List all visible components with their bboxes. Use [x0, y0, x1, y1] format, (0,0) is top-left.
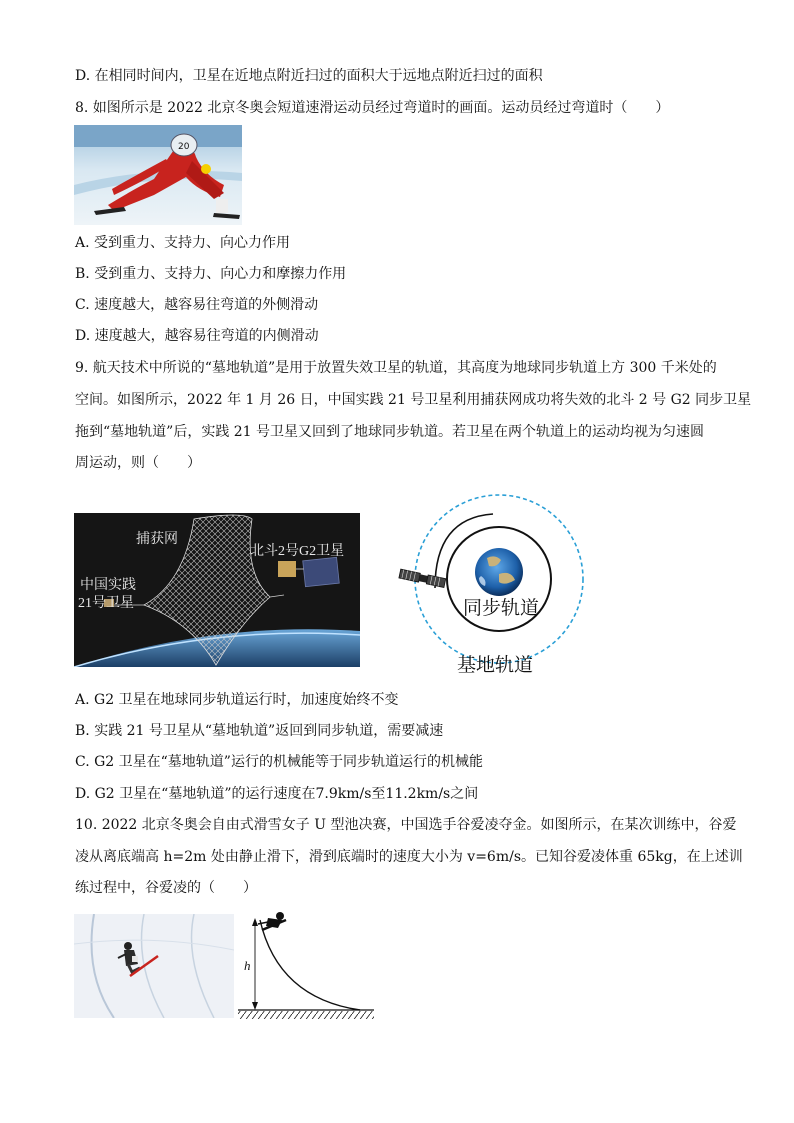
q8-option-b: B. 受到重力、支持力、向心力和摩擦力作用 [75, 266, 347, 282]
q9-stem-line4: 周运动，则（ ） [75, 455, 201, 471]
q9-stem-line3: 拖到“墓地轨道”后，实践 21 号卫星又回到了地球同步轨道。若卫星在两个轨道上的运动均视为匀速圆 [75, 424, 705, 440]
q9-stem-line1: 9. 航天技术中所说的“墓地轨道”是用于放置失效卫星的轨道，其高度为地球同步轨道上方 300 千米处的 [75, 360, 717, 376]
height-label: h [244, 958, 251, 973]
label-sync-orbit: 同步轨道 [463, 597, 540, 619]
slope-diagram [238, 910, 378, 1022]
halfpipe-photo [74, 914, 234, 1018]
orbit-diagram [395, 488, 590, 678]
q8-stem: 8. 如图所示是 2022 北京冬奥会短道速滑运动员经过弯道时的画面。运动员经过弯道时（ ） [75, 100, 670, 116]
q8-option-a: A. 受到重力、支持力、向心力作用 [75, 235, 291, 251]
speed-skater-photo [74, 125, 242, 225]
q10-stem-line2: 凌从离底端高 h=2m 处由静止滑下，滑到底端时的速度大小为 v=6m/s。已知谷爱凌体重 65kg，在上述训 [75, 849, 743, 865]
skater-bib-number: 20 [178, 142, 190, 152]
label-sj21-line1: 中国实践 [80, 578, 136, 593]
label-sj21-line2: 21号卫星 [78, 596, 134, 611]
label-beidou-g2: 北斗2号G2卫星 [250, 544, 345, 559]
q8-option-c: C. 速度越大，越容易往弯道的外侧滑动 [75, 297, 319, 313]
slope-curve [260, 920, 360, 1010]
earth-icon [475, 548, 523, 596]
q7-option-d: D. 在相同时间内，卫星在近地点附近扫过的面积大于远地点附近扫过的面积 [75, 68, 543, 84]
label-capture-net: 捕获网 [136, 532, 178, 547]
q9-option-a: A. G2 卫星在地球同步轨道运行时，加速度始终不变 [75, 692, 399, 708]
label-graveyard-orbit: 基地轨道 [457, 654, 534, 676]
q9-option-d: D. G2 卫星在“墓地轨道”的运行速度在7.9km/s至11.2km/s之间 [75, 786, 479, 802]
satellite-icon [399, 569, 446, 587]
q9-stem-line2: 空间。如图所示，2022 年 1 月 26 日，中国实践 21 号卫星利用捕获网成功将失效的北斗 2 号 G2 同步卫星 [75, 392, 752, 408]
q9-option-b: B. 实践 21 号卫星从“墓地轨道”返回到同步轨道，需要减速 [75, 723, 444, 739]
q8-option-d: D. 速度越大，越容易往弯道的内侧滑动 [75, 328, 319, 344]
q10-stem-line1: 10. 2022 北京冬奥会自由式滑雪女子 U 型池决赛，中国选手谷爱凌夺金。如图所示，在某次训练中，谷爱 [75, 817, 737, 833]
q10-stem-line3: 练过程中，谷爱凌的（ ） [75, 880, 257, 896]
capture-net-photo [74, 513, 360, 667]
q9-option-c: C. G2 卫星在“墓地轨道”运行的机械能等于同步轨道运行的机械能 [75, 754, 483, 770]
